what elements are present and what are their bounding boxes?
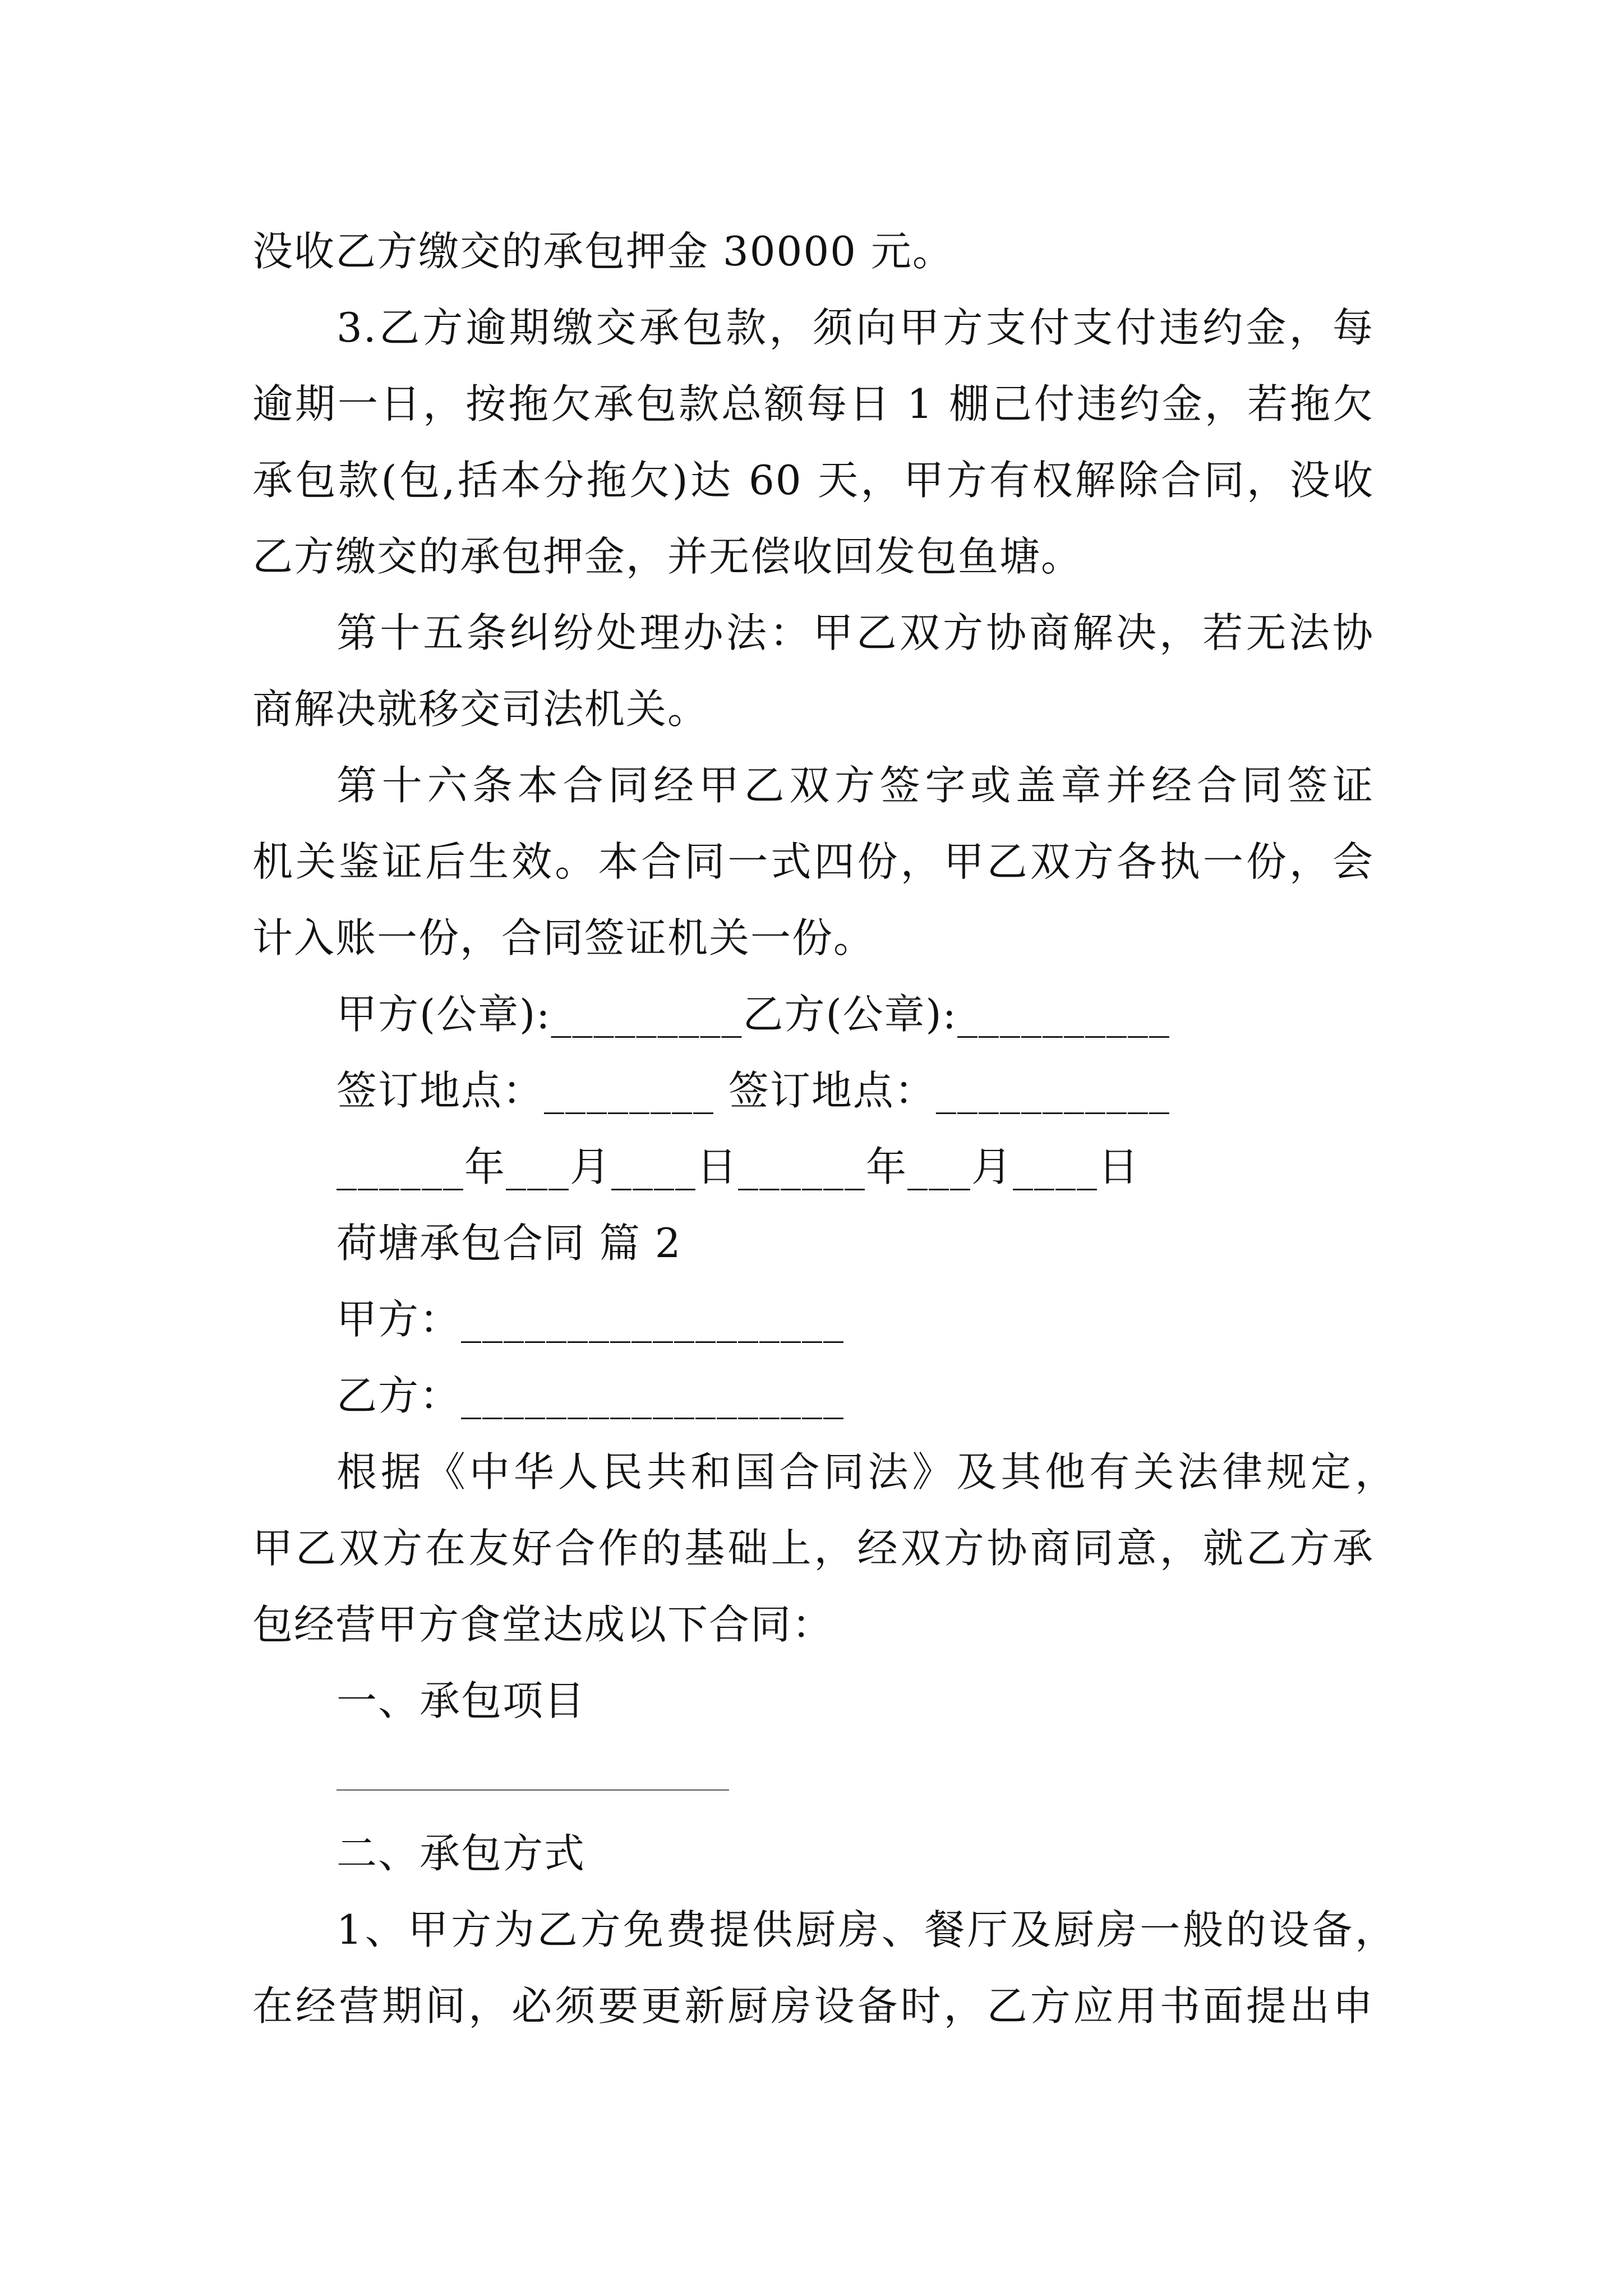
text-line: 1、甲方为乙方免费提供厨房、餐厅及厨房一般的设备， — [336, 1906, 1396, 1953]
clause-heading: 一、承包项目 — [336, 1677, 586, 1724]
text-line: 根据《中华人民共和国合同法》及其他有关法律规定， — [336, 1448, 1396, 1496]
text-line: 3.乙方逾期缴交承包款，须向甲方支付支付违约金，每 — [336, 304, 1374, 351]
clause-heading: 二、承包方式 — [336, 1830, 586, 1877]
text-line: 没收乙方缴交的承包押金 30000 元。 — [252, 228, 954, 275]
text-line: 逾期一日，按拖欠承包款总额每日 1 棚己付违约金，若拖欠 — [252, 380, 1374, 427]
date-line: ______年___月____日______年___月____日 — [336, 1143, 1140, 1190]
text-line: 第十五条纠纷处理办法：甲乙双方协商解决，若无法协 — [336, 609, 1374, 656]
party-a-line: 甲方：__________________ — [336, 1296, 845, 1343]
party-b-line: 乙方：__________________ — [336, 1372, 845, 1419]
text-line: 计入账一份，合同签证机关一份。 — [252, 914, 875, 961]
text-line: 包经营甲方食堂达成以下合同： — [252, 1601, 834, 1648]
text-line: 甲乙双方在友好合作的基础上，经双方协商同意，就乙方承 — [252, 1525, 1374, 1572]
text-line: 机关鉴证后生效。本合同一式四份，甲乙双方各执一份，会 — [252, 838, 1374, 885]
text-line: 承包款(包,括本分拖欠)达 60 天，甲方有权解除合同，没收 — [252, 457, 1374, 504]
signing-place-line: 签订地点：________ 签订地点：___________ — [336, 1067, 1170, 1114]
text-line: 第十六条本合同经甲乙双方签字或盖章并经合同签证 — [336, 762, 1374, 809]
section-heading: 荷塘承包合同 篇 2 — [336, 1220, 682, 1267]
text-line: 商解决就移交司法机关。 — [252, 685, 709, 733]
blank-rule — [336, 1789, 729, 1791]
text-line: 在经营期间，必须要更新厨房设备时，乙方应用书面提出申 — [252, 1982, 1374, 2030]
text-line: 乙方缴交的承包押金，并无偿收回发包鱼塘。 — [252, 533, 1083, 580]
signature-line: 甲方(公章):_________乙方(公章):__________ — [336, 991, 1170, 1038]
